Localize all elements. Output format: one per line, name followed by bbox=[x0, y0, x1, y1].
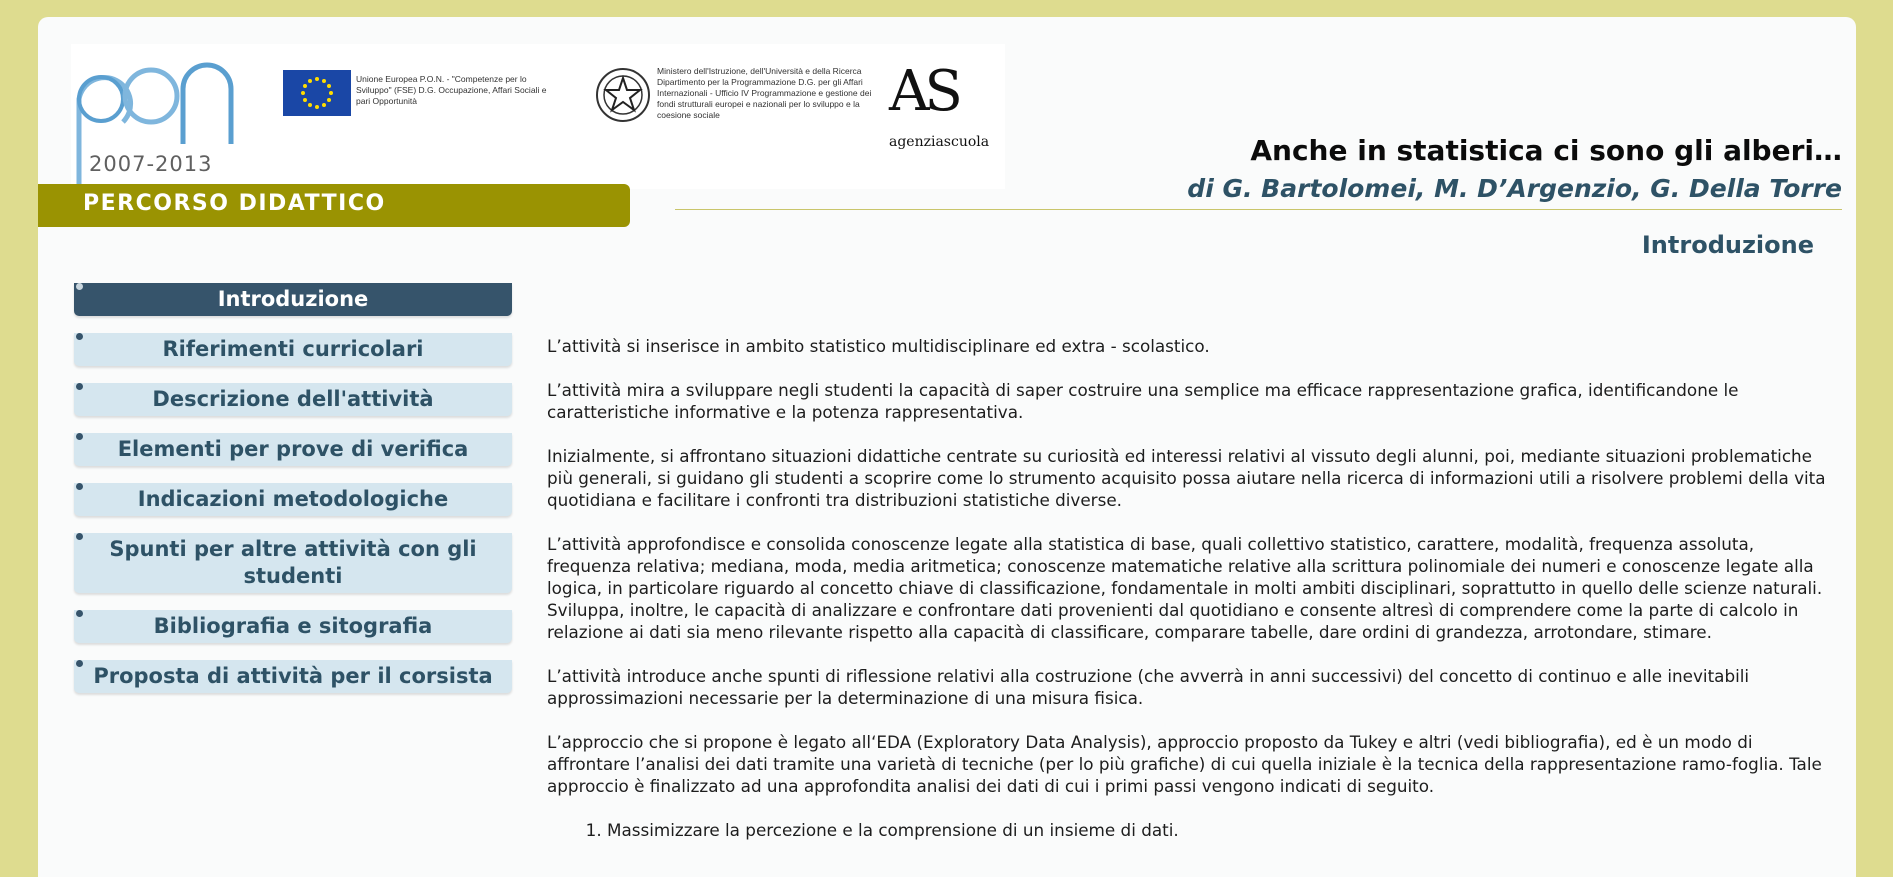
section-heading: Introduzione bbox=[1641, 231, 1814, 259]
nav-item-spunti-altre-attivita[interactable]: Spunti per altre attività con gli studenti bbox=[74, 533, 512, 593]
content-paragraph: L’attività introduce anche spunti di riflessione relativi alla costruzione (che avverrà in anni successivi) del concetto di continuo e alle inevitabili approssimazioni necessarie per la determinazione di una misura fisica. bbox=[547, 666, 1750, 708]
page-authors: di G. Bartolomei, M. D’Argenzio, G. Della Torre bbox=[1187, 174, 1842, 203]
nav-item-indicazioni-metodologiche[interactable]: Indicazioni metodologiche bbox=[74, 483, 512, 516]
agenziascuola-name: agenziascuola bbox=[889, 134, 990, 150]
agenziascuola-logo: AS bbox=[889, 59, 958, 124]
eu-logo-text: Unione Europea P.O.N. - "Competenze per lo Sviluppo" (FSE) D.G. Occupazione, Affari Sociali e pari Opportunità bbox=[356, 74, 547, 106]
steps-list bbox=[547, 819, 1827, 841]
nav-item-descrizione-attivita[interactable]: Descrizione dell'attività bbox=[74, 383, 512, 416]
page-title: Anche in statistica ci sono gli alberi… bbox=[1250, 134, 1842, 167]
title-divider bbox=[675, 209, 1842, 210]
sidebar-nav bbox=[74, 283, 512, 710]
page-container bbox=[38, 17, 1856, 877]
sponsor-logos-banner bbox=[71, 44, 1005, 189]
main-content bbox=[547, 335, 1827, 841]
italian-republic-emblem-icon bbox=[595, 64, 651, 126]
nav-item-introduzione[interactable]: Introduzione bbox=[74, 283, 512, 316]
content-paragraph: L’attività approfondisce e consolida conoscenze legate alla statistica di base, quali collettivo statistico, carattere, modalità, frequenza assoluta, frequenza relativa; mediana, moda, media aritmetica; conoscenze matematiche relative alla scrittura polinomiale dei numeri e conoscenze legate alla logica, in particolare riguardo al concetto chiave di classificazione, fondamentale in molti ambiti disciplinari, soprattutto in quello delle scienze naturali. Sviluppa, inoltre, le capacità di analizzare e confrontare dati provenienti dal quotidiano e consente altresì di comprendere come la parte di calcolo in relazione ai dati sia meno rilevante rispetto alla capacità di classificare, comparare tabelle, dare ordini di grandezza, arrotondare, stimare. bbox=[547, 534, 1823, 642]
section-label-banner bbox=[38, 184, 630, 227]
pon-year-label: 2007-2013 bbox=[89, 152, 213, 176]
list-item: 1. Massimizzare la percezione e la comprensione di un insieme di dati. bbox=[607, 819, 1827, 841]
nav-item-bibliografia-sitografia[interactable]: Bibliografia e sitografia bbox=[74, 610, 512, 643]
nav-item-riferimenti-curricolari[interactable]: Riferimenti curricolari bbox=[74, 333, 512, 366]
nav-item-proposta-attivita-corsista[interactable]: Proposta di attività per il corsista bbox=[74, 660, 512, 693]
section-label-text: PERCORSO DIDATTICO bbox=[83, 191, 386, 216]
eu-flag-icon bbox=[283, 70, 351, 116]
content-paragraph: L’attività si inserisce in ambito statistico multidisciplinare ed extra - scolastico. bbox=[547, 336, 1210, 356]
nav-item-elementi-prove-verifica[interactable]: Elementi per prove di verifica bbox=[74, 433, 512, 466]
ministry-logo-text: Ministero dell'Istruzione, dell'Università e della Ricerca Dipartimento per la Programmazione D.G. per gli Affari Internazionali - Ufficio IV Programmazione e gestione dei fondi strutturali europei e nazionali per lo sviluppo e la coesione sociale bbox=[657, 66, 872, 120]
content-paragraph: L’attività mira a sviluppare negli studenti la capacità di saper costruire una semplice ma efficace rappresentazione grafica, identificandone le caratteristiche informative e la potenza rappresentativa. bbox=[547, 380, 1739, 422]
content-paragraph: L’approccio che si propone è legato all‘EDA (Exploratory Data Analysis), approccio proposto da Tukey e altri (vedi bibliografia), ed è un modo di affrontare l’analisi dei dati tramite una varietà di tecniche (per lo più grafiche) di cui quella iniziale è la tecnica della rappresentazione ramo-foglia. Tale approccio è finalizzato ad una approfondita analisi dei dati di cui i primi passi vengono indicati di seguito. bbox=[547, 732, 1822, 796]
content-paragraph: Inizialmente, si affrontano situazioni didattiche centrate su curiosità ed interessi relativi al vissuto degli alunni, poi, mediante situazioni problematiche più generali, si guidano gli studenti a scoprire come lo strumento acquisito possa aiutare nella ricerca di informazioni utili a risolvere problemi della vita quotidiana e facilitare i confronti tra distribuzioni statistiche diverse. bbox=[547, 446, 1826, 510]
